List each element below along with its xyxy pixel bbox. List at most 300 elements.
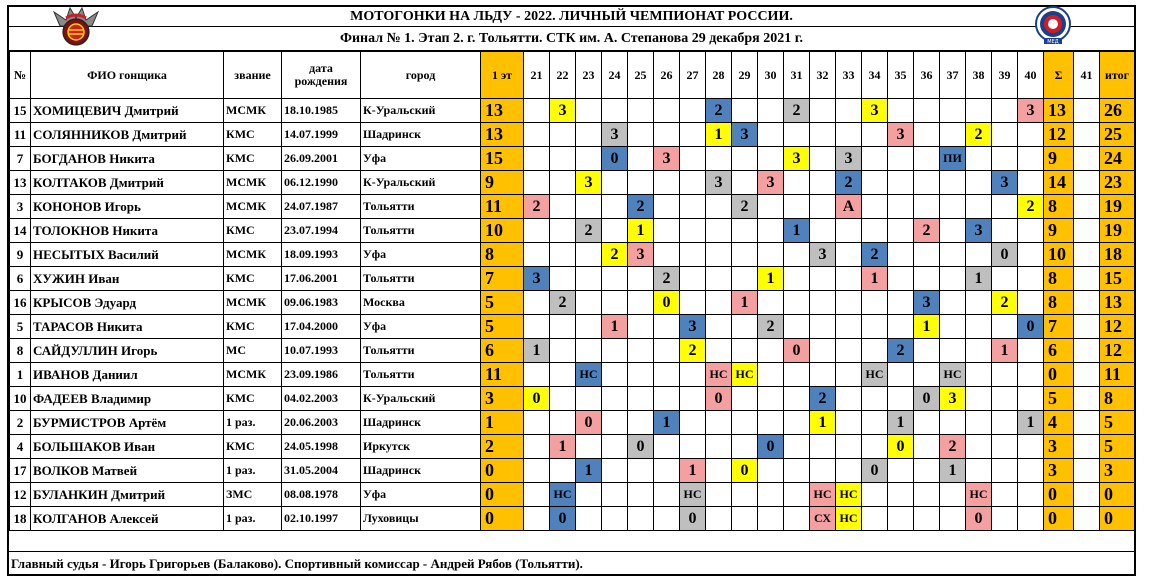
heat-cell: 2 <box>966 123 992 147</box>
heat-cell: 1 <box>810 411 836 435</box>
stage1-points: 13 <box>481 123 524 147</box>
table-row <box>10 291 1135 315</box>
heat-cell <box>732 219 758 243</box>
heat-cell <box>888 315 914 339</box>
speedway-club-logo-icon <box>52 6 100 48</box>
rider-number: 16 <box>10 291 31 315</box>
heat-cell <box>550 315 576 339</box>
table-row <box>10 267 1135 291</box>
rider-number: 1 <box>10 363 31 387</box>
heat-cell <box>1018 459 1044 483</box>
heat-cell <box>680 195 706 219</box>
heat-cell <box>836 123 862 147</box>
heat-cell <box>576 99 602 123</box>
heat-cell <box>758 507 784 531</box>
heat-cell <box>810 195 836 219</box>
total-points: 11 <box>1100 363 1135 387</box>
heat-cell <box>524 483 550 507</box>
table-row <box>10 387 1135 411</box>
rider-city: Шадринск <box>361 459 481 483</box>
rider-city: Тольятти <box>361 267 481 291</box>
stage1-points: 1 <box>481 411 524 435</box>
heat-41-cell <box>1074 267 1100 291</box>
heat-cell <box>628 291 654 315</box>
heat-cell <box>810 459 836 483</box>
table-row <box>10 459 1135 483</box>
header-heat: 22 <box>550 52 576 99</box>
rider-rank: 1 раз. <box>224 459 282 483</box>
heat-cell <box>706 195 732 219</box>
heat-cell <box>576 387 602 411</box>
rider-dob: 17.06.2001 <box>282 267 361 291</box>
rider-number: 10 <box>10 387 31 411</box>
heat-cell <box>706 411 732 435</box>
heat-cell <box>862 339 888 363</box>
total-points: 0 <box>1100 483 1135 507</box>
table-row <box>10 363 1135 387</box>
rider-dob: 06.12.1990 <box>282 171 361 195</box>
heat-cell <box>862 315 888 339</box>
rider-city: К-Уральский <box>361 99 481 123</box>
stage1-points: 11 <box>481 195 524 219</box>
heat-cell <box>628 339 654 363</box>
heat-cell <box>680 99 706 123</box>
rider-dob: 24.05.1998 <box>282 435 361 459</box>
heat-cell <box>1018 483 1044 507</box>
header-num: № <box>10 52 31 99</box>
heat-cell <box>550 387 576 411</box>
heat-cell <box>888 195 914 219</box>
heat-cell <box>862 483 888 507</box>
rider-rank: КМС <box>224 435 282 459</box>
heat-cell: 2 <box>524 195 550 219</box>
heat-cell <box>732 99 758 123</box>
header-stage1: 1 эт <box>481 52 524 99</box>
heat-cell <box>602 219 628 243</box>
heat-cell <box>550 243 576 267</box>
heat-41-cell <box>1074 243 1100 267</box>
heat-cell <box>576 483 602 507</box>
heat-cell <box>966 291 992 315</box>
header-heat: 34 <box>862 52 888 99</box>
rider-name: КОНОНОВ Игорь <box>31 195 224 219</box>
heat-cell <box>576 267 602 291</box>
heat-cell <box>602 459 628 483</box>
header-heat: 32 <box>810 52 836 99</box>
heat-cell <box>550 123 576 147</box>
heat-cell <box>862 435 888 459</box>
table-row <box>10 411 1135 435</box>
total-points: 13 <box>1100 291 1135 315</box>
heat-cell <box>914 483 940 507</box>
heat-cell <box>784 363 810 387</box>
heat-cell: 3 <box>654 147 680 171</box>
rider-rank: КМС <box>224 219 282 243</box>
header-heat: 31 <box>784 52 810 99</box>
heat-cell: 2 <box>550 291 576 315</box>
heat-cell <box>758 219 784 243</box>
heat-cell <box>836 267 862 291</box>
heat-cell <box>550 459 576 483</box>
heat-cell <box>1018 267 1044 291</box>
heat-cell <box>1018 507 1044 531</box>
heat-cell <box>602 387 628 411</box>
heat-41-cell <box>1074 435 1100 459</box>
heat-cell <box>654 219 680 243</box>
heat-cell <box>706 243 732 267</box>
heat-cell: 3 <box>576 171 602 195</box>
total-points: 24 <box>1100 147 1135 171</box>
heat-cell <box>914 507 940 531</box>
rider-name: БУЛАНКИН Дмитрий <box>31 483 224 507</box>
heat-cell <box>1018 387 1044 411</box>
rider-number: 15 <box>10 99 31 123</box>
heat-cell <box>992 435 1018 459</box>
heat-cell: 2 <box>940 435 966 459</box>
heat-cell <box>680 387 706 411</box>
heat-cell <box>602 483 628 507</box>
sum-points: 14 <box>1044 171 1074 195</box>
rider-dob: 18.09.1993 <box>282 243 361 267</box>
heat-cell <box>706 459 732 483</box>
heat-cell: 2 <box>810 387 836 411</box>
heat-cell <box>732 387 758 411</box>
stage1-points: 5 <box>481 315 524 339</box>
heat-cell <box>784 435 810 459</box>
table-row <box>10 219 1135 243</box>
heat-cell <box>914 195 940 219</box>
heat-cell <box>1018 243 1044 267</box>
heat-cell <box>680 123 706 147</box>
heat-41-cell <box>1074 459 1100 483</box>
rider-name: БОГДАНОВ Никита <box>31 147 224 171</box>
heat-cell <box>940 507 966 531</box>
heat-cell <box>706 507 732 531</box>
heat-cell: 0 <box>706 387 732 411</box>
rider-city: К-Уральский <box>361 171 481 195</box>
heat-cell: 2 <box>888 339 914 363</box>
table-row <box>10 315 1135 339</box>
sum-points: 9 <box>1044 219 1074 243</box>
heat-cell <box>836 411 862 435</box>
rider-rank: 1 раз. <box>224 411 282 435</box>
rider-rank: КМС <box>224 147 282 171</box>
total-points: 23 <box>1100 171 1135 195</box>
heat-cell <box>940 291 966 315</box>
heat-cell: 0 <box>862 459 888 483</box>
sum-points: 8 <box>1044 267 1074 291</box>
rider-number: 9 <box>10 243 31 267</box>
rider-number: 3 <box>10 195 31 219</box>
footer-officials: Главный судья - Игорь Григорьев (Балаково). Спортивный комиссар - Андрей Рябов (Тольятти). <box>9 551 1136 575</box>
heat-cell <box>914 99 940 123</box>
heat-cell: 0 <box>732 459 758 483</box>
total-points: 8 <box>1100 387 1135 411</box>
heat-cell <box>706 483 732 507</box>
rider-number: 13 <box>10 171 31 195</box>
heat-cell: 2 <box>836 171 862 195</box>
heat-cell <box>524 435 550 459</box>
heat-cell: 2 <box>732 195 758 219</box>
heat-41-cell <box>1074 315 1100 339</box>
header-heat: 25 <box>628 52 654 99</box>
heat-41-cell <box>1074 123 1100 147</box>
rider-dob: 26.09.2001 <box>282 147 361 171</box>
heat-cell <box>576 507 602 531</box>
rider-city: К-Уральский <box>361 387 481 411</box>
heat-cell <box>940 315 966 339</box>
heat-cell <box>966 171 992 195</box>
heat-cell <box>602 339 628 363</box>
heat-cell: НС <box>706 363 732 387</box>
heat-cell <box>888 363 914 387</box>
sum-points: 9 <box>1044 147 1074 171</box>
heat-cell <box>602 267 628 291</box>
page-subtitle: Финал № 1. Этап 2. г. Тольятти. СТК им. А. Степанова 29 декабря 2021 г. <box>9 27 1134 51</box>
heat-cell <box>602 435 628 459</box>
heat-cell: 3 <box>706 171 732 195</box>
rider-city: Иркутск <box>361 435 481 459</box>
heat-cell <box>810 171 836 195</box>
heat-cell <box>524 291 550 315</box>
heat-cell: 0 <box>576 411 602 435</box>
heat-cell: 3 <box>836 147 862 171</box>
rider-name: КОЛТАКОВ Дмитрий <box>31 171 224 195</box>
heat-cell <box>654 123 680 147</box>
heat-41-cell <box>1074 387 1100 411</box>
rider-city: Шадринск <box>361 123 481 147</box>
stage1-points: 0 <box>481 483 524 507</box>
heat-cell <box>966 195 992 219</box>
heat-cell: 2 <box>602 243 628 267</box>
heat-cell <box>862 147 888 171</box>
header-dob-line1: дата <box>309 61 333 75</box>
heat-cell: 3 <box>784 147 810 171</box>
heat-cell <box>550 267 576 291</box>
rider-name: ХОМИЦЕВИЧ Дмитрий <box>31 99 224 123</box>
heat-cell <box>576 195 602 219</box>
table-row <box>10 171 1135 195</box>
heat-cell <box>940 483 966 507</box>
heat-cell: НС <box>680 483 706 507</box>
heat-41-cell <box>1074 195 1100 219</box>
heat-cell: 0 <box>784 339 810 363</box>
heat-cell: 1 <box>1018 411 1044 435</box>
heat-cell <box>758 243 784 267</box>
heat-cell <box>550 147 576 171</box>
heat-cell: 0 <box>888 435 914 459</box>
heat-cell <box>732 339 758 363</box>
stage1-points: 3 <box>481 387 524 411</box>
heat-cell: 2 <box>576 219 602 243</box>
heat-cell <box>706 315 732 339</box>
heat-cell: 3 <box>602 123 628 147</box>
heat-cell <box>888 171 914 195</box>
heat-cell <box>576 435 602 459</box>
heat-cell <box>862 195 888 219</box>
heat-41-cell <box>1074 291 1100 315</box>
heat-cell <box>628 483 654 507</box>
rider-number: 12 <box>10 483 31 507</box>
heat-cell: НС <box>732 363 758 387</box>
heat-cell <box>732 435 758 459</box>
rider-dob: 20.06.2003 <box>282 411 361 435</box>
sum-points: 0 <box>1044 483 1074 507</box>
heat-cell <box>524 171 550 195</box>
heat-cell <box>862 171 888 195</box>
rider-dob: 23.09.1986 <box>282 363 361 387</box>
heat-cell <box>784 171 810 195</box>
heat-cell <box>862 123 888 147</box>
heat-cell <box>1018 219 1044 243</box>
rider-name: ХУЖИН Иван <box>31 267 224 291</box>
heat-cell <box>732 411 758 435</box>
rider-rank: МСМК <box>224 195 282 219</box>
heat-cell <box>628 387 654 411</box>
heat-cell <box>810 435 836 459</box>
heat-cell <box>654 483 680 507</box>
heat-cell <box>992 315 1018 339</box>
heat-cell <box>810 123 836 147</box>
heat-cell: 1 <box>732 291 758 315</box>
heat-cell <box>836 243 862 267</box>
rider-rank: ЗМС <box>224 483 282 507</box>
heat-cell <box>654 363 680 387</box>
rider-number: 8 <box>10 339 31 363</box>
heat-cell: 3 <box>1018 99 1044 123</box>
heat-cell: 3 <box>758 171 784 195</box>
heat-cell <box>784 507 810 531</box>
heat-cell: ПИ <box>940 147 966 171</box>
stage1-points: 2 <box>481 435 524 459</box>
heat-cell <box>602 363 628 387</box>
sum-points: 8 <box>1044 291 1074 315</box>
table-row <box>10 339 1135 363</box>
heat-41-cell <box>1074 507 1100 531</box>
heat-cell <box>602 171 628 195</box>
total-points: 25 <box>1100 123 1135 147</box>
header-heat: 23 <box>576 52 602 99</box>
table-row <box>10 435 1135 459</box>
header-heat: 33 <box>836 52 862 99</box>
heat-cell <box>836 315 862 339</box>
heat-cell <box>758 459 784 483</box>
header-heat: 26 <box>654 52 680 99</box>
heat-cell <box>706 147 732 171</box>
header-heat: 21 <box>524 52 550 99</box>
heat-cell: 0 <box>680 507 706 531</box>
stage1-points: 13 <box>481 99 524 123</box>
header-heat: 27 <box>680 52 706 99</box>
heat-cell <box>576 123 602 147</box>
heat-cell: НС <box>836 507 862 531</box>
rider-name: ТОЛОКНОВ Никита <box>31 219 224 243</box>
heat-cell: 0 <box>992 243 1018 267</box>
results-table <box>9 51 1135 531</box>
heat-cell: СХ <box>810 507 836 531</box>
total-points: 18 <box>1100 243 1135 267</box>
heat-cell <box>680 291 706 315</box>
heat-cell: 3 <box>914 291 940 315</box>
heat-cell <box>888 147 914 171</box>
heat-cell <box>602 411 628 435</box>
rider-city: Уфа <box>361 243 481 267</box>
heat-cell: 3 <box>992 171 1018 195</box>
rider-dob: 14.07.1999 <box>282 123 361 147</box>
rider-number: 7 <box>10 147 31 171</box>
heat-cell <box>1018 171 1044 195</box>
heat-cell <box>940 219 966 243</box>
heat-cell <box>550 339 576 363</box>
heat-cell <box>888 267 914 291</box>
heat-cell <box>940 99 966 123</box>
heat-cell <box>654 171 680 195</box>
heat-cell <box>732 243 758 267</box>
heat-cell <box>654 339 680 363</box>
total-points: 5 <box>1100 411 1135 435</box>
heat-cell: 1 <box>914 315 940 339</box>
heat-cell <box>914 243 940 267</box>
table-row <box>10 243 1135 267</box>
header-heat: 39 <box>992 52 1018 99</box>
heat-cell: 1 <box>602 315 628 339</box>
heat-cell <box>914 363 940 387</box>
total-points: 3 <box>1100 459 1135 483</box>
rider-rank: МСМК <box>224 291 282 315</box>
heat-41-cell <box>1074 171 1100 195</box>
header-heat: 30 <box>758 52 784 99</box>
rider-number: 14 <box>10 219 31 243</box>
heat-cell <box>836 363 862 387</box>
heat-cell <box>550 411 576 435</box>
heat-cell <box>524 99 550 123</box>
heat-cell <box>732 267 758 291</box>
heat-cell <box>992 387 1018 411</box>
heat-cell <box>1018 291 1044 315</box>
heat-cell <box>602 507 628 531</box>
heat-cell <box>862 507 888 531</box>
heat-cell <box>862 291 888 315</box>
heat-cell: 1 <box>654 411 680 435</box>
heat-cell <box>914 147 940 171</box>
header-city: город <box>361 52 481 99</box>
heat-cell <box>940 195 966 219</box>
heat-cell <box>680 411 706 435</box>
heat-cell <box>810 291 836 315</box>
heat-cell <box>940 243 966 267</box>
rider-name: САЙДУЛЛИН Игорь <box>31 339 224 363</box>
heat-cell <box>992 147 1018 171</box>
heat-cell <box>524 147 550 171</box>
table-row <box>10 147 1135 171</box>
heat-cell: 1 <box>992 339 1018 363</box>
heat-cell <box>810 147 836 171</box>
table-row <box>10 99 1135 123</box>
heat-cell <box>680 147 706 171</box>
heat-cell <box>576 243 602 267</box>
rider-rank: КМС <box>224 315 282 339</box>
rider-rank: МСМК <box>224 171 282 195</box>
heat-cell <box>966 99 992 123</box>
heat-cell: 3 <box>940 387 966 411</box>
header-name: ФИО гонщика <box>31 52 224 99</box>
heat-cell: 2 <box>628 195 654 219</box>
rider-number: 17 <box>10 459 31 483</box>
heat-cell <box>758 195 784 219</box>
heat-cell <box>888 219 914 243</box>
heat-cell <box>654 195 680 219</box>
rider-city: Тольятти <box>361 219 481 243</box>
